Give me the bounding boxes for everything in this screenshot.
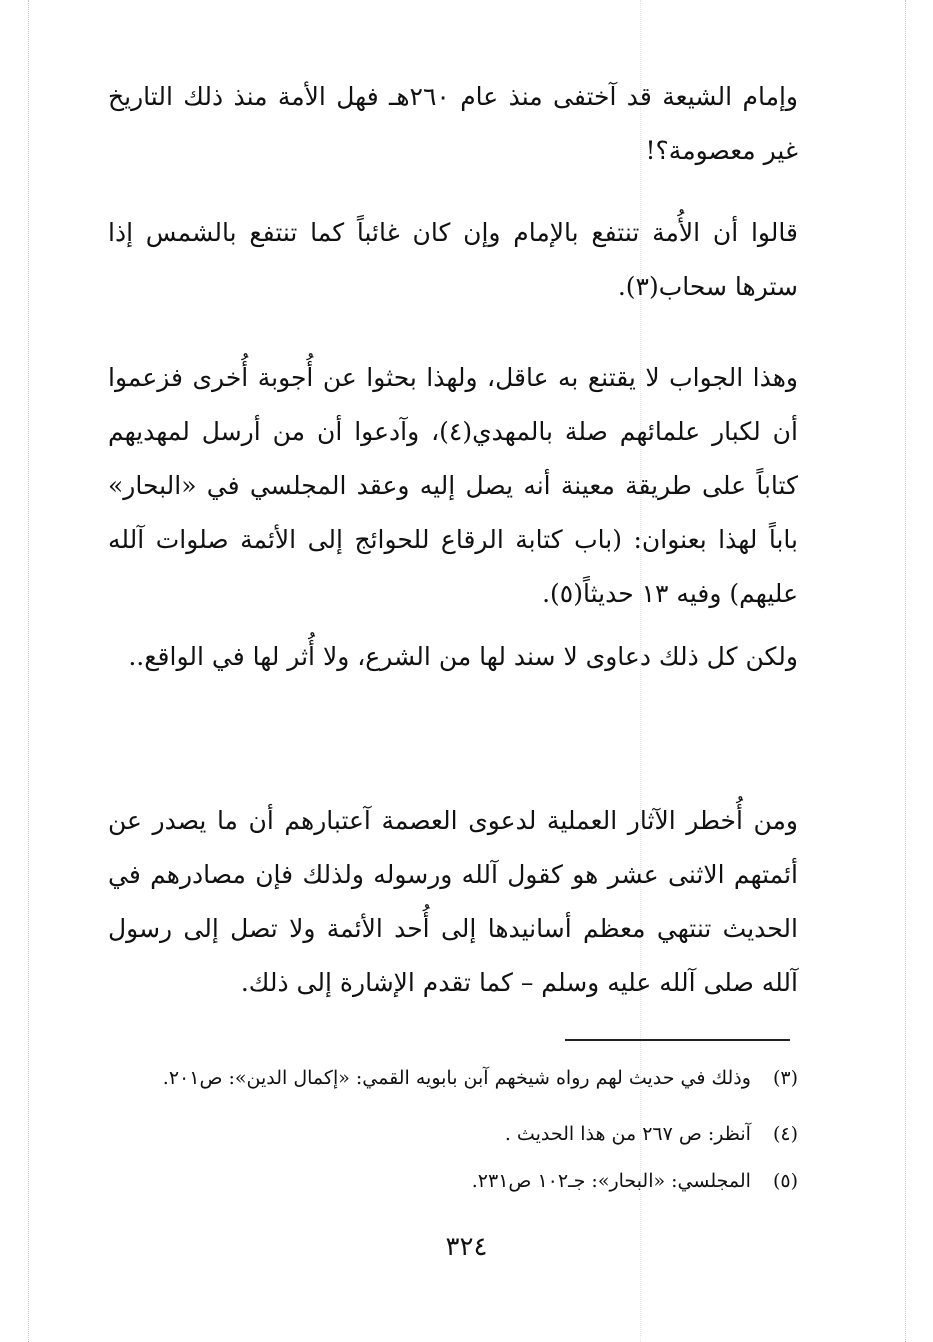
footnote-number: (٣) <box>772 1067 798 1089</box>
scan-artifact-line <box>28 0 29 1342</box>
paragraph-2: قالوا أن الأُمة تنتفع بالإمام وإن كان غائباً كما تنتفع بالشمس إذا سترها سحاب(٣). <box>108 218 798 301</box>
footnote-number: (٥) <box>772 1170 798 1192</box>
footnote-text: آنظر: ص ٢٦٧ من هذا الحديث . <box>504 1123 751 1145</box>
footnote-4 <box>108 1119 798 1149</box>
paragraph-1: وإمام الشيعة قد آختفى منذ عام ٢٦٠هـ فهل الأمة منذ ذلك التاريخ غير معصومة؟! <box>108 82 798 165</box>
footnote-number: (٤) <box>772 1123 798 1145</box>
page-number: ٣٢٤ <box>445 1232 488 1262</box>
footnote-text: المجلسي: «البحار»: جـ١٠٢ ص٢٣١. <box>471 1170 751 1192</box>
footnote-separator <box>565 1039 790 1041</box>
scan-artifact-line <box>905 0 906 1342</box>
footnote-3 <box>108 1063 798 1093</box>
paragraph-5: ومن أُخطر الآثار العملية لدعوى العصمة آعتبارهم أن ما يصدر عن أئمتهم الاثنى عشر هو كقول آلله ورسوله ولذلك فإن مصادرهم في الحديث تنتهي معظم أسانيدها إلى أُحد الأئمة ولا تصل إلى رسول آلله صلى آلله عليه وسلم – كما تقدم الإشارة إلى ذلك. <box>108 806 798 997</box>
paragraph-4: ولكن كل ذلك دعاوى لا سند لها من الشرع، ولا أُثر لها في الواقع.. <box>128 642 798 671</box>
paragraph-3: وهذا الجواب لا يقتنع به عاقل، ولهذا بحثوا عن أُجوبة أُخرى فزعموا أن لكبار علمائهم صلة بالمهدي(٤)، وآدعوا أن من أرسل لمهديهم كتاباً على طريقة معينة أنه يصل إليه وعقد المجلسي في «البحار» باباً لهذا بعنوان: (باب كتابة الرقاع للحوائج إلى الأئمة صلوات آلله عليهم) وفيه ١٣ حديثاً(٥). <box>108 363 798 608</box>
footnote-text: وذلك في حديث لهم رواه شيخهم آبن بابويه القمي: «إكمال الدين»: ص٢٠١. <box>162 1067 751 1089</box>
footnote-5 <box>108 1166 798 1196</box>
